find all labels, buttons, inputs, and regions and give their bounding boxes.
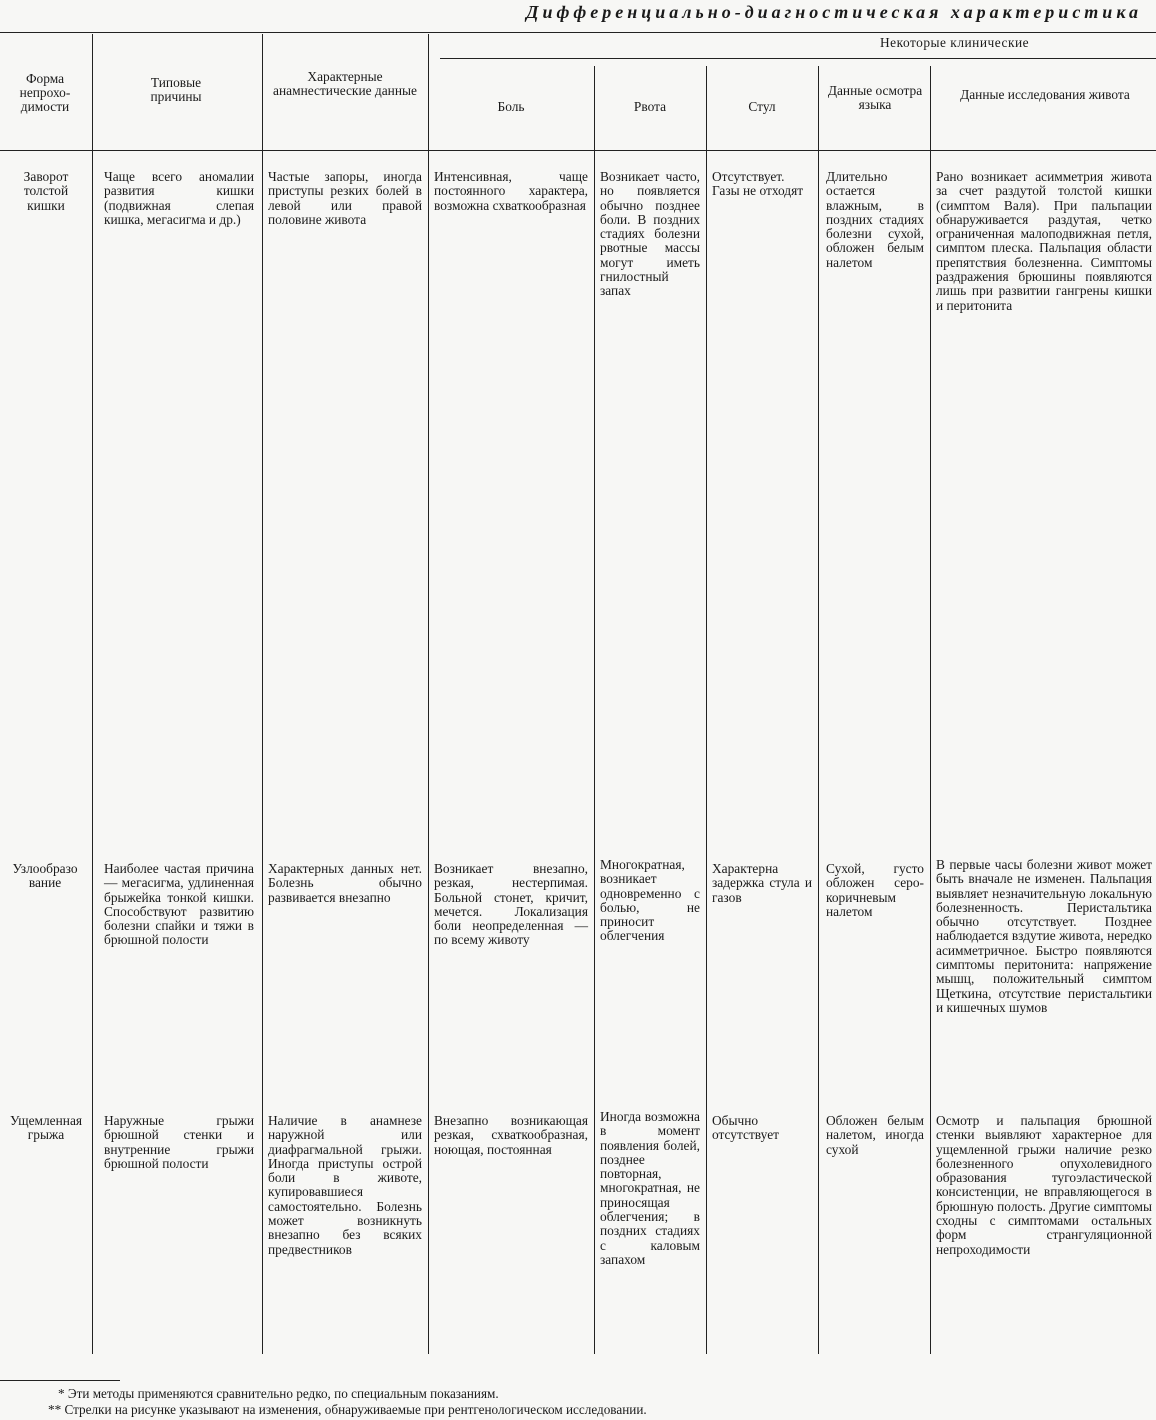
footnote-2: ** Стрелки на рисунке указывают на изменения, обнаруживаемые при рентгенологическом исследовании. xyxy=(48,1402,647,1417)
column-divider xyxy=(818,66,819,1354)
row-2-vomit: Многократная, возникает одновременно с болью, не приносит облегчения xyxy=(600,857,700,944)
row-2-causes: Наиболее частая причина — мегасигма, удлиненная брыжейка тонкой кишки. Способствуют развитию болезни спайки и тяжи в брюшной полости xyxy=(104,861,254,948)
row-1-anamnesis: Частые запоры, иногда приступы резких болей в левой или правой половине живота xyxy=(268,169,422,227)
header-pain: Боль xyxy=(497,99,525,114)
row-1-form: Заворот толстой кишки xyxy=(23,169,69,213)
row-1-pain: Интенсивная, чаще постоянного характера, возможна схваткообразная xyxy=(434,169,588,213)
row-1-stool: Отсутствует. Газы не отходят xyxy=(712,169,804,199)
row-1-abdomen: Рано возникает асимметрия живота за счет раздутой толстой кишки (симптом Валя). При пальпации обнаруживается раздутая, четко ограниченная малоподвижная петля, симптом плеска. Пальпация области препятствия болезненна. Симптомы раздражения брюшины появляются лишь при развитии гангрены кишки и перитонита xyxy=(936,169,1152,313)
row-3-tongue: Обложен белым налетом, иногда сухой xyxy=(826,1113,924,1157)
column-divider xyxy=(92,34,93,1354)
row-2-stool: Характерна задержка стула и газов xyxy=(712,861,812,905)
column-divider xyxy=(428,34,429,1354)
footnote-1: * Эти методы применяются сравнительно редко, по специальным показаниям. xyxy=(58,1386,499,1401)
header-form: Форма непрохо-димости xyxy=(19,71,71,114)
row-2-anamnesis: Характерных данных нет. Болезнь обычно развивается внезапно xyxy=(268,861,422,905)
row-2-abdomen: В первые часы болезни живот может быть вначале не изменен. Пальпация выявляет незначительную локальную болезненность. Перистальтика обычно отсутствует. Позднее наблюдается вздутие живота, нередко асимметричное. Быстро появляются симптомы перитонита: напряжение мышц, положительный симптом Щеткина, отсутствие перистальтики и кишечных шумов xyxy=(936,857,1152,1015)
column-divider xyxy=(930,66,931,1354)
group-header-rule xyxy=(440,58,1156,59)
header-causes: Типовые причины xyxy=(150,75,202,104)
footnote-rule xyxy=(0,1380,120,1381)
row-3-abdomen: Осмотр и пальпация брюшной стенки выявляют характерное для ущемленной грыжи наличие резко болезненного опухолевидного образования тугоэластической консистенции, не вправляющегося в брюшную полость. Другие симптомы сходны с симптомами остальных форм странгуляционной непроходимости xyxy=(936,1113,1152,1257)
header-tongue: Данные осмотра языка xyxy=(827,83,923,112)
header-bottom-rule xyxy=(0,150,1156,151)
row-1-causes: Чаще всего аномалии развития кишки (подвижная слепая кишка, мегасигма и др.) xyxy=(104,169,254,227)
row-1-tongue: Длительно остается влажным, в поздних стадиях болезни сухой, обложен белым налетом xyxy=(826,169,924,270)
header-abdomen: Данные исследования живота xyxy=(960,87,1130,102)
row-3-anamnesis: Наличие в анамнезе наружной или диафрагмальной грыжи. Иногда приступы острой боли в животе, купировавшиеся самостоятельно. Болезнь может возникнуть внезапно без всяких предвестников xyxy=(268,1113,422,1257)
row-1-vomit: Возникает часто, но появляется обычно позднее боли. В поздних стадиях болезни рвотные массы могут иметь гнилостный запах xyxy=(600,169,700,299)
row-3-stool: Обычно отсутствует xyxy=(712,1113,779,1143)
row-3-form: Ущемленная грыжа xyxy=(9,1113,83,1143)
row-3-causes: Наружные грыжи брюшной стенки и внутренние грыжи брюшной полости xyxy=(104,1113,254,1171)
column-divider xyxy=(594,66,595,1354)
header-stool: Стул xyxy=(748,99,776,114)
column-divider xyxy=(706,66,707,1354)
column-divider xyxy=(262,34,263,1354)
page-title: Дифференциально-диагностическая характеристика xyxy=(526,2,1142,22)
row-3-vomit: Иногда возможна в момент появления болей, позднее повторная, многократная, не приносящая облегчения; в поздних стадиях с каловым запахом xyxy=(600,1109,700,1267)
row-2-pain: Возникает внезапно, резкая, нестерпимая. Больной стонет, кричит, мечется. Локализация боли неопределенная — по всему животу xyxy=(434,861,588,948)
header-vomit: Рвота xyxy=(633,99,667,114)
row-2-form: Узлообразование xyxy=(12,861,78,891)
row-2-tongue: Сухой, густо обложен серо-коричневым налетом xyxy=(826,861,924,919)
row-3-pain: Внезапно возникающая резкая, схваткообразная, ноющая, постоянная xyxy=(434,1113,588,1157)
header-anamnesis: Характерные анамнестические данные xyxy=(273,69,417,98)
table-top-rule xyxy=(0,32,1156,33)
group-header: Некоторые клинические xyxy=(880,35,1030,50)
